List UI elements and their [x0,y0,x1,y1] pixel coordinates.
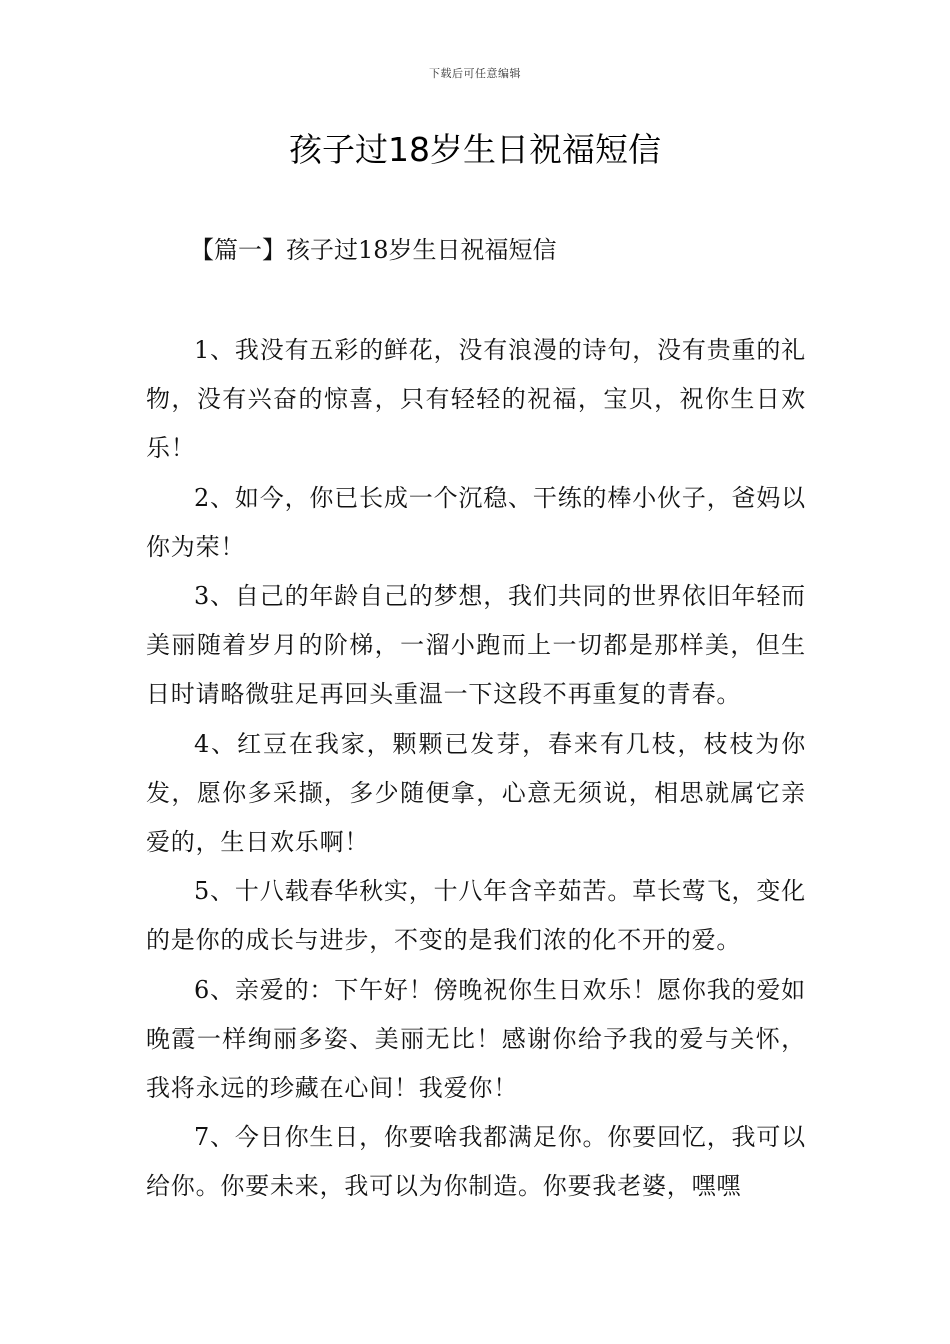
paragraph-3: 3、自己的年龄自己的梦想，我们共同的世界依旧年轻而美丽随着岁月的阶梯，一溜小跑而上一切都是那样美，但生日时请略微驻足再回头重温一下这段不再重复的青春。 [146,582,806,709]
header-note: 下载后可任意编辑 [429,67,521,80]
paragraph-1: 1、我没有五彩的鲜花，没有浪漫的诗句，没有贵重的礼物，没有兴奋的惊喜，只有轻轻的祝福，宝贝，祝你生日欢乐！ [146,336,806,463]
paragraph-5: 5、十八载春华秋实，十八年含辛茹苦。草长莺飞，变化的是你的成长与进步，不变的是我们浓的化不开的爱。 [146,877,806,955]
document-body [146,326,806,1212]
document-title: 孩子过18岁生日祝福短信 [289,130,661,169]
paragraph-4: 4、红豆在我家，颗颗已发芽，春来有几枝，枝枝为你发，愿你多采撷，多少随便拿，心意无须说，相思就属它亲爱的，生日欢乐啊！ [146,729,806,857]
paragraph-6: 6、亲爱的：下午好！傍晚祝你生日欢乐！愿你我的爱如晚霞一样绚丽多姿、美丽无比！感谢你给予我的爱与关怀，我将永远的珍藏在心间！我爱你！ [146,975,806,1103]
paragraph-2: 2、如今，你已长成一个沉稳、干练的棒小伙子，爸妈以你为荣！ [146,483,806,561]
section-heading: 【篇一】孩子过18岁生日祝福短信 [190,236,557,264]
paragraph-7: 7、今日你生日，你要啥我都满足你。你要回忆，我可以给你。你要未来，我可以为你制造。你要我老婆，嘿嘿 [146,1123,806,1201]
